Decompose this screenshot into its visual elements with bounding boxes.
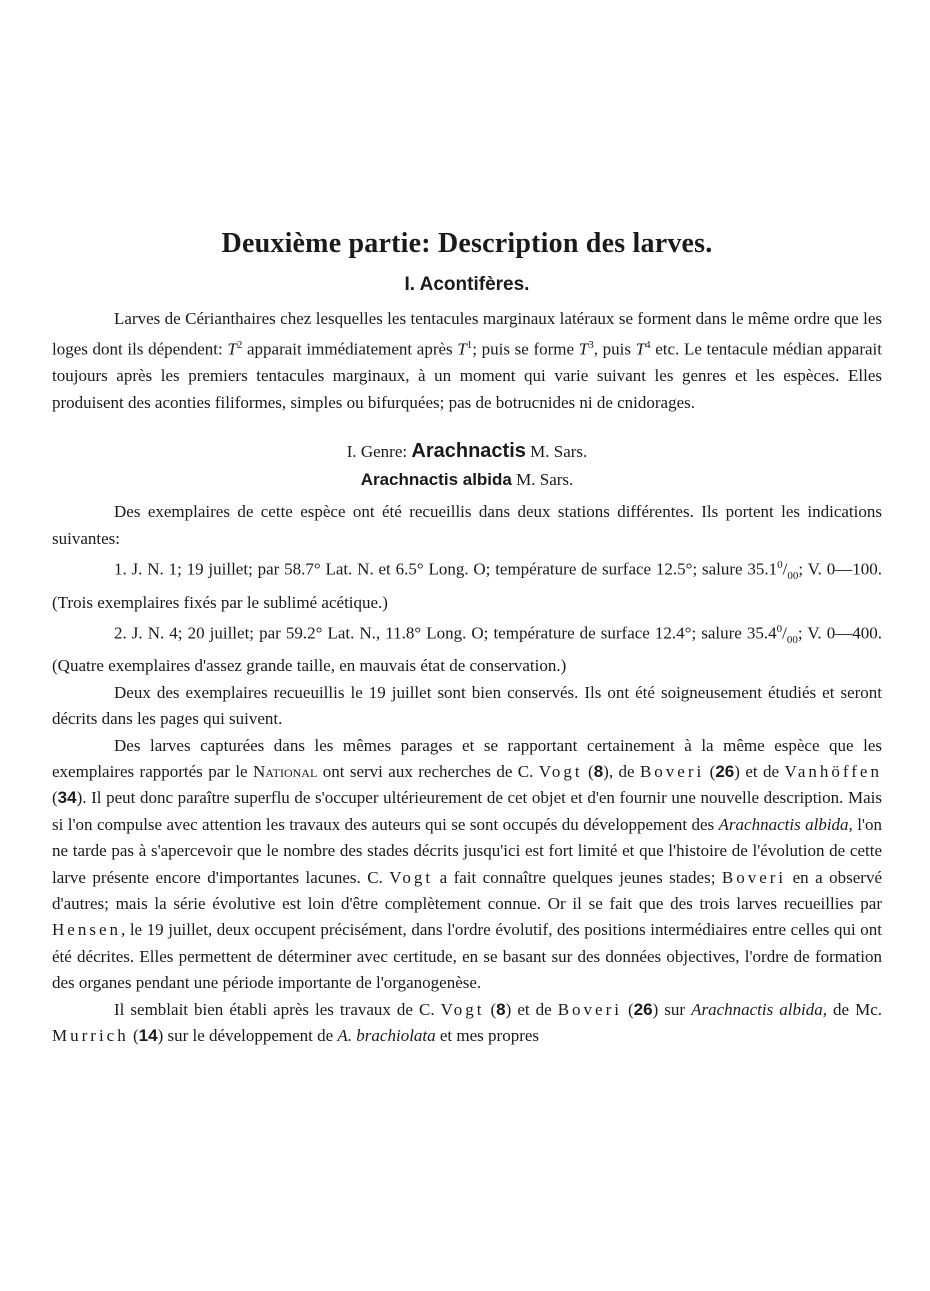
ship-name-national: National (253, 762, 318, 782)
species-heading (52, 467, 882, 493)
p3-text-i: l'on ne tarde pas à s'apercevoir que le nombre des stades décrits jusqu'ici est fort limité et que l'histoire de l'évolution de cette larve présente encore d'importantes lacunes. C. (52, 814, 882, 887)
paragraph-conservation: Deux des exemplaires recueuillis le 19 juillet sont bien conservés. Ils ont été soigneusement étudiés et seront décrits dans les pages qui suivent. (52, 682, 882, 729)
paragraph-established (52, 997, 882, 1050)
author-murrich: Murrich (52, 1026, 129, 1046)
symbol-t3: T (578, 340, 589, 360)
p3-text-f: ) et de (734, 762, 785, 782)
station-2-permille-sup: 0 (776, 622, 783, 635)
author-vogt: Vogt (538, 762, 583, 782)
intro-text-2: apparait immédiatement après (242, 340, 458, 360)
species-name: Arachnactis albida (360, 470, 512, 490)
author-vanhoffen: Vanhöffen (784, 762, 882, 782)
author-boveri: Boveri (639, 762, 705, 782)
p3-text-h: ). Il peut donc paraître superflu de s'occuper ultérieurement de cet objet et d'en fournir une nouvelle description. Mais si l'on compulse avec attention les travaux des auteurs qui se sont occupés du développement des (52, 788, 882, 834)
page-content (52, 228, 882, 1050)
intro-text-3: ; puis se forme (472, 340, 579, 360)
symbol-t2: T (227, 340, 237, 360)
p4-text-h: ) sur le développement de (157, 1026, 338, 1046)
genre-author: M. Sars. (525, 442, 588, 462)
author-boveri: Boveri (557, 999, 622, 1019)
p4-text-a: Il semblait bien établi après les travaux de C. (114, 999, 441, 1019)
p3-text-d: ), de (603, 762, 640, 782)
p4-text-g: ( (128, 1026, 139, 1046)
part-title (52, 228, 882, 260)
p4-text-c: ) et de (505, 999, 558, 1019)
ref-34: 34 (57, 788, 77, 808)
station-1-text-a: 1. J. N. 1; 19 juillet; par 58.7° Lat. N. et 6.5° Long. O; température de surface 12.5°; salure 35.1 (114, 559, 778, 579)
paragraph-prior-research (52, 733, 882, 997)
station-2: 2. J. N. 4; 20 juillet; par 59.2° Lat. N., 11.8° Long. O; température de surface 12.4°; salure $35.4^0/_{00}$; V. 0—400. (Quatre exemplaires d'assez grande taille, en mauvais état de conservation.) (52, 622, 882, 676)
ref-8: 8 (593, 762, 604, 782)
intro-text-1: Larves de Cérianthaires chez lesquelles les tentacules marginaux latéraux se forment dans le même ordre que les loges dont ils dépendent: (52, 309, 882, 360)
ref-8: 8 (496, 999, 506, 1019)
p3-text-j: a fait connaître quelques jeunes stades; (433, 867, 722, 887)
part-title-prefix: Deuxième partie: (221, 228, 438, 259)
genre-heading (52, 438, 882, 465)
taxon-arachnactis-albida: Arachnactis albida, (691, 999, 827, 1019)
author-vogt: Vogt (389, 867, 434, 887)
p3-text-a: Des larves capturées dans les mêmes parages et se rapportant certainement à la même espèce que les exemplaires rapportés par le (52, 735, 882, 782)
species-author: M. Sars. (511, 470, 574, 490)
station-1: 1. J. N. 1; 19 juillet; par 58.7° Lat. N. et 6.5° Long. O; température de surface 12.5°; salure $35.1^0/_{00}$; V. 0—100. (Trois exemplaires fixés par le sublimé acétique.) (52, 559, 882, 612)
p4-text-f: de Mc. (826, 999, 882, 1019)
genre-name: Arachnactis (411, 440, 526, 463)
p4-text-d: ( (621, 999, 634, 1019)
author-boveri: Boveri (721, 867, 787, 887)
part-title-bold: Description des larves. (437, 228, 713, 259)
station-2-text-b: ; V. 0—400. (Quatre exemplaires d'assez grande taille, en mauvais état de conservation.) (52, 623, 882, 676)
p4-text-i: et mes propres (435, 1026, 540, 1046)
symbol-t4: T (635, 340, 646, 360)
intro-text-5: etc. Le tentacule médian apparait toujours après les premiers tentacules marginaux, à un moment qui varie suivant les genres et les espèces. Elles produisent des aconties filiformes, simples ou bifurquées; pas de botrucnides ni de cnidorages. (52, 340, 882, 412)
symbol-t2-sup: 2 (236, 339, 243, 352)
p3-text-l: , le 19 juillet, deux occupent précisément, dans l'ordre évolutif, des positions intermédiaires entre celles qui ont été décrites. Elles permettent de déterminer avec certitude, en se basant sur des données objectives, l'ordre de formation des organes pendant une période importante de l'organogenèse. (52, 920, 882, 993)
ref-26: 26 (633, 999, 653, 1019)
symbol-t1: T (457, 340, 467, 360)
ref-26: 26 (715, 762, 735, 782)
intro-text-4: , puis (593, 340, 636, 360)
symbol-t4-sup: 4 (645, 339, 651, 352)
taxon-a-brachiolata: A. brachiolata (337, 1026, 436, 1046)
p4-text-e: ) sur (652, 999, 692, 1019)
p3-text-k: en a observé d'autres; mais la série évolutive est loin d'être complètement connue. Or il se fait que des trois larves recueillies par (52, 867, 883, 914)
station-2-permille-sub: 00 (786, 634, 798, 646)
symbol-t3-sup: 3 (588, 339, 594, 352)
p4-text-b: ( (484, 999, 497, 1019)
p3-text-g: ( (52, 788, 58, 808)
genre-prefix: I. Genre: (346, 442, 412, 462)
section-title: I. Acontifères. (404, 274, 530, 295)
p3-text-c: ( (582, 762, 594, 782)
station-1-permille-sup: 0 (777, 559, 783, 572)
symbol-t1-sup: 1 (466, 339, 473, 352)
intro-paragraph (52, 306, 882, 416)
p3-text-b: ont servi aux recherches de C. (317, 762, 539, 782)
author-hensen: Hensen (52, 920, 121, 940)
ref-14: 14 (138, 1026, 158, 1046)
author-vogt: Vogt (440, 999, 485, 1019)
station-1-text-b: ; V. 0—100. (Trois exemplaires fixés par le sublimé acétique.) (52, 559, 882, 612)
paragraph-stations-intro: Des exemplaires de cette espèce ont été recueillis dans deux stations différentes. Ils portent les indications suivantes: (52, 502, 882, 548)
p3-text-e: ( (704, 762, 716, 782)
taxon-arachnactis-albida: Arachnactis albida, (718, 814, 853, 834)
station-1-permille-sub: 00 (787, 570, 799, 583)
station-2-text-a: 2. J. N. 4; 20 juillet; par 59.2° Lat. N., 11.8° Long. O; température de surface 12.4°; salure 35.4 (114, 623, 777, 643)
